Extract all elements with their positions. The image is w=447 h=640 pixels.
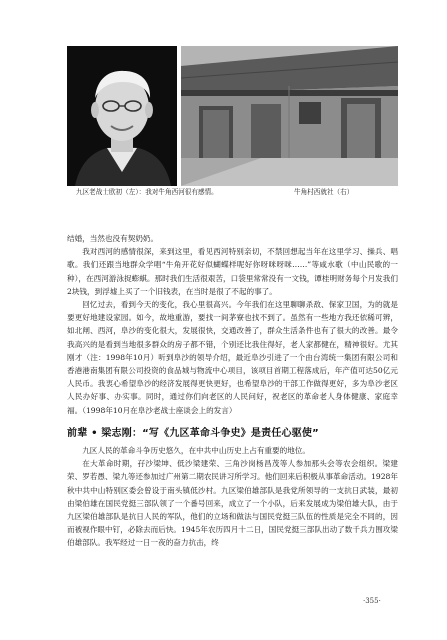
portrait-illustration	[67, 46, 177, 186]
paragraph: 九区人民的革命斗争历史悠久，在中共中山历史上占有重要的地位。	[82, 446, 310, 455]
caption-right: 牛角村西就社（右）	[294, 188, 354, 196]
photo-row	[67, 46, 398, 186]
photo-caption	[76, 186, 406, 198]
paragraph: 在大革命时期，孖沙梁坤、低沙梁建荣、三角沙岗杨昌茂等人参加那头会等农会组织。梁建荣、罗若愚、梁九等还参加过广州第二期农民讲习所学习。他们回来后积极从事革命活动。1928年秋中共中山特别区委会曾设于南头镇低沙村。九区梁伯雄部队是我党所领导的一支抗日武装，最初由梁伯雄在国民党挺三部队领了一个番号回来，成立了一个小队，后来发展成为梁伯雄大队，由于九区梁伯雄部队是抗日人民的军队，他们的立场和做法与国民党挺三队伍的性质是完全不同的，因而被视作眼中钉，必除去而后快。1945年农历四月十二日，国民党挺三部队出动了数千兵力围攻梁伯雄部队。我军经过一日一夜的奋力抗击，终	[67, 459, 398, 548]
paragraph: 结婚，当然也没有契奶奶。	[67, 234, 159, 243]
section-heading: 前辈 • 梁志刚：“写《九区革命斗争史》是责任心驱使”	[67, 428, 319, 439]
caption-left: 九区老战士欧初（左）：我对牛角西河很有感情。	[76, 188, 218, 196]
portrait-photo	[67, 46, 177, 186]
village-illustration	[181, 46, 398, 186]
page-number: ·355·	[363, 597, 381, 605]
speech-text	[67, 232, 398, 417]
village-building-photo	[181, 46, 398, 186]
history-text	[67, 444, 398, 550]
paragraph: 回忆过去，看到今天的变化，我心里很高兴。今年我们在这里聊聊杀敌、保家卫国，为的就是要更好地建设家园。如今，故地重游，要找一间茅寮也找不到了。虽然有一些地方我还依稀可辨，如北闸、西河，阜沙的变化很大，发展很快，交通改善了，群众生活条件也有了很大的改善。最令我高兴的是看到当地很多群众的房子都不错，个别还比我住得好，老人家都健在，精神很好。尤其刚才（注：1998年10月）听到阜沙的领导介绍，最近阜沙引进了一个由台湾统一集团有限公司和香港港南集团有限公司投资的食品城与物流中心项目，该项目首期工程落成后，年产值可达50亿元人民币。我衷心希望阜沙的经济发展得更快更好，也希望阜沙的干部工作做得更好，多为阜沙老区人民办好事、办实事。同时，通过你们向老区的人民问好，祝老区的革命老人身体健康、家庭幸福。（1998年10月在阜沙老战士座谈会上的发言）	[67, 300, 398, 415]
paragraph: 我对西河的感情很深，来到这里，看见西河特别亲切，不禁回想起当年在这里学习、操兵、唱歌。我们还跟当地群众学唱“牛角开花好似蝴蝶样呢好你呀咪呀咪……”等咸水歌（中山民歌的一种），在西河游泳捉蟛蜞。那时我们生活很艰苦，口袋里常常没有一文钱，谭桂明财务每个月发我们2块钱，到浮墟上买了一个旧钱表，在当时是很了不起的事了。	[67, 247, 398, 296]
